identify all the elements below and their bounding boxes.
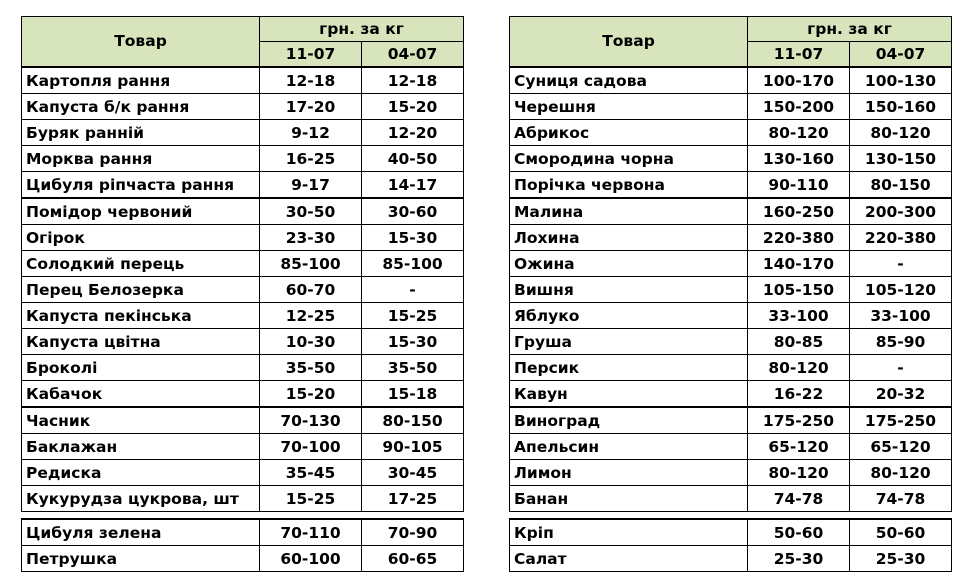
- product-name-cell: Баклажан: [22, 434, 260, 460]
- product-name-cell: Яблуко: [510, 303, 748, 329]
- product-name-cell: Кріп: [510, 519, 748, 546]
- price-date1-cell: 90-110: [748, 172, 850, 199]
- price-date2-cell: 60-65: [362, 546, 464, 572]
- price-date1-cell: 23-30: [260, 225, 362, 251]
- table-row: [22, 407, 464, 434]
- price-date1-cell: 175-250: [748, 407, 850, 434]
- product-name-cell: Персик: [510, 355, 748, 381]
- price-date2-cell: 220-380: [850, 225, 952, 251]
- product-name-cell: Суниця садова: [510, 67, 748, 94]
- product-name-cell: Капуста цвітна: [22, 329, 260, 355]
- table-row: [22, 94, 464, 120]
- price-date1-cell: 70-100: [260, 434, 362, 460]
- table-row: [510, 329, 952, 355]
- product-name-cell: Перец Белозерка: [22, 277, 260, 303]
- table-row: [510, 486, 952, 512]
- product-name-cell: Часник: [22, 407, 260, 434]
- left-extra-table: [21, 518, 464, 572]
- product-header: Товар: [22, 17, 260, 68]
- product-name-cell: Банан: [510, 486, 748, 512]
- price-date2-cell: 15-18: [362, 381, 464, 408]
- price-date2-cell: 20-32: [850, 381, 952, 408]
- price-date2-cell: 100-130: [850, 67, 952, 94]
- product-name-cell: Капуста б/к рання: [22, 94, 260, 120]
- price-date1-cell: 35-45: [260, 460, 362, 486]
- table-row: [22, 172, 464, 199]
- date1-header: 11-07: [748, 42, 850, 68]
- table-row: [510, 381, 952, 408]
- price-date1-cell: 150-200: [748, 94, 850, 120]
- price-date1-cell: 16-25: [260, 146, 362, 172]
- price-date2-cell: 15-20: [362, 94, 464, 120]
- price-date1-cell: 17-20: [260, 94, 362, 120]
- price-date2-cell: 80-150: [362, 407, 464, 434]
- price-date1-cell: 60-100: [260, 546, 362, 572]
- price-date2-cell: 74-78: [850, 486, 952, 512]
- product-name-cell: Абрикос: [510, 120, 748, 146]
- price-date1-cell: 140-170: [748, 251, 850, 277]
- product-name-cell: Броколі: [22, 355, 260, 381]
- price-date1-cell: 10-30: [260, 329, 362, 355]
- price-date2-cell: 40-50: [362, 146, 464, 172]
- product-name-cell: Картопля рання: [22, 67, 260, 94]
- price-date2-cell: 105-120: [850, 277, 952, 303]
- table-row: [510, 198, 952, 225]
- price-date2-cell: 12-20: [362, 120, 464, 146]
- price-date2-cell: 25-30: [850, 546, 952, 572]
- product-name-cell: Салат: [510, 546, 748, 572]
- price-date2-cell: 15-30: [362, 329, 464, 355]
- price-date1-cell: 130-160: [748, 146, 850, 172]
- price-date2-cell: -: [850, 251, 952, 277]
- table-row: [22, 277, 464, 303]
- table-row: [22, 329, 464, 355]
- table-row: [22, 546, 464, 572]
- price-date2-cell: 150-160: [850, 94, 952, 120]
- price-date2-cell: 130-150: [850, 146, 952, 172]
- price-date1-cell: 12-18: [260, 67, 362, 94]
- unit-header: грн. за кг: [748, 17, 952, 42]
- price-date1-cell: 74-78: [748, 486, 850, 512]
- price-date2-cell: -: [850, 355, 952, 381]
- price-date2-cell: 14-17: [362, 172, 464, 199]
- product-name-cell: Петрушка: [22, 546, 260, 572]
- date2-header: 04-07: [850, 42, 952, 68]
- price-date2-cell: 85-90: [850, 329, 952, 355]
- price-date1-cell: 15-20: [260, 381, 362, 408]
- price-date1-cell: 9-12: [260, 120, 362, 146]
- price-date1-cell: 9-17: [260, 172, 362, 199]
- left-price-table: [21, 16, 464, 512]
- product-name-cell: Вишня: [510, 277, 748, 303]
- product-name-cell: Виноград: [510, 407, 748, 434]
- product-name-cell: Помідор червоний: [22, 198, 260, 225]
- price-date1-cell: 15-25: [260, 486, 362, 512]
- product-header: Товар: [510, 17, 748, 68]
- price-date2-cell: 35-50: [362, 355, 464, 381]
- date1-header: 11-07: [260, 42, 362, 68]
- price-date1-cell: 30-50: [260, 198, 362, 225]
- product-name-cell: Кукурудза цукрова, шт: [22, 486, 260, 512]
- price-date2-cell: 50-60: [850, 519, 952, 546]
- table-row: [22, 381, 464, 408]
- table-row: [22, 251, 464, 277]
- price-date1-cell: 80-120: [748, 355, 850, 381]
- price-date2-cell: 33-100: [850, 303, 952, 329]
- price-date2-cell: 15-30: [362, 225, 464, 251]
- price-date2-cell: 80-120: [850, 460, 952, 486]
- price-date2-cell: 30-60: [362, 198, 464, 225]
- product-name-cell: Кавун: [510, 381, 748, 408]
- table-row: [510, 407, 952, 434]
- price-date1-cell: 70-130: [260, 407, 362, 434]
- price-date1-cell: 220-380: [748, 225, 850, 251]
- table-row: [510, 546, 952, 572]
- price-date1-cell: 85-100: [260, 251, 362, 277]
- product-name-cell: Порічка червона: [510, 172, 748, 199]
- table-row: [22, 120, 464, 146]
- product-name-cell: Ожина: [510, 251, 748, 277]
- table-row: [510, 460, 952, 486]
- price-date1-cell: 80-120: [748, 120, 850, 146]
- table-row: [22, 303, 464, 329]
- product-name-cell: Капуста пекінська: [22, 303, 260, 329]
- price-date2-cell: 15-25: [362, 303, 464, 329]
- table-row: [22, 146, 464, 172]
- price-date1-cell: 50-60: [748, 519, 850, 546]
- table-row: [22, 486, 464, 512]
- right-extra-table: [509, 518, 952, 572]
- right-price-table: [509, 16, 952, 512]
- price-date2-cell: -: [362, 277, 464, 303]
- price-date2-cell: 80-150: [850, 172, 952, 199]
- table-row: [22, 434, 464, 460]
- price-date1-cell: 80-120: [748, 460, 850, 486]
- price-date2-cell: 80-120: [850, 120, 952, 146]
- table-row: [510, 120, 952, 146]
- table-row: [22, 67, 464, 94]
- price-date1-cell: 105-150: [748, 277, 850, 303]
- product-name-cell: Черешня: [510, 94, 748, 120]
- table-row: [510, 225, 952, 251]
- price-date1-cell: 25-30: [748, 546, 850, 572]
- table-row: [510, 519, 952, 546]
- price-date1-cell: 60-70: [260, 277, 362, 303]
- table-row: [22, 519, 464, 546]
- price-date1-cell: 65-120: [748, 434, 850, 460]
- product-name-cell: Малина: [510, 198, 748, 225]
- product-name-cell: Буряк ранній: [22, 120, 260, 146]
- table-row: [22, 355, 464, 381]
- product-name-cell: Смородина чорна: [510, 146, 748, 172]
- price-date1-cell: 80-85: [748, 329, 850, 355]
- price-date2-cell: 12-18: [362, 67, 464, 94]
- price-date2-cell: 175-250: [850, 407, 952, 434]
- table-row: [510, 172, 952, 199]
- table-row: [22, 225, 464, 251]
- product-name-cell: Цибуля ріпчаста рання: [22, 172, 260, 199]
- price-date1-cell: 33-100: [748, 303, 850, 329]
- price-date2-cell: 17-25: [362, 486, 464, 512]
- table-row: [22, 198, 464, 225]
- table-row: [510, 277, 952, 303]
- product-name-cell: Лимон: [510, 460, 748, 486]
- table-row: [510, 355, 952, 381]
- unit-header: грн. за кг: [260, 17, 464, 42]
- price-date2-cell: 30-45: [362, 460, 464, 486]
- price-date2-cell: 70-90: [362, 519, 464, 546]
- price-date2-cell: 65-120: [850, 434, 952, 460]
- price-date1-cell: 160-250: [748, 198, 850, 225]
- table-row: [510, 434, 952, 460]
- product-name-cell: Лохина: [510, 225, 748, 251]
- table-row: [510, 303, 952, 329]
- table-row: [510, 94, 952, 120]
- price-date1-cell: 16-22: [748, 381, 850, 408]
- product-name-cell: Цибуля зелена: [22, 519, 260, 546]
- product-name-cell: Редиска: [22, 460, 260, 486]
- product-name-cell: Морква рання: [22, 146, 260, 172]
- price-date1-cell: 12-25: [260, 303, 362, 329]
- product-name-cell: Солодкий перець: [22, 251, 260, 277]
- product-name-cell: Кабачок: [22, 381, 260, 408]
- product-name-cell: Апельсин: [510, 434, 748, 460]
- price-date1-cell: 70-110: [260, 519, 362, 546]
- price-date2-cell: 90-105: [362, 434, 464, 460]
- table-row: [510, 146, 952, 172]
- price-date2-cell: 200-300: [850, 198, 952, 225]
- table-row: [22, 460, 464, 486]
- product-name-cell: Груша: [510, 329, 748, 355]
- table-row: [510, 251, 952, 277]
- price-date1-cell: 100-170: [748, 67, 850, 94]
- price-date2-cell: 85-100: [362, 251, 464, 277]
- date2-header: 04-07: [362, 42, 464, 68]
- price-date1-cell: 35-50: [260, 355, 362, 381]
- product-name-cell: Огірок: [22, 225, 260, 251]
- table-row: [510, 67, 952, 94]
